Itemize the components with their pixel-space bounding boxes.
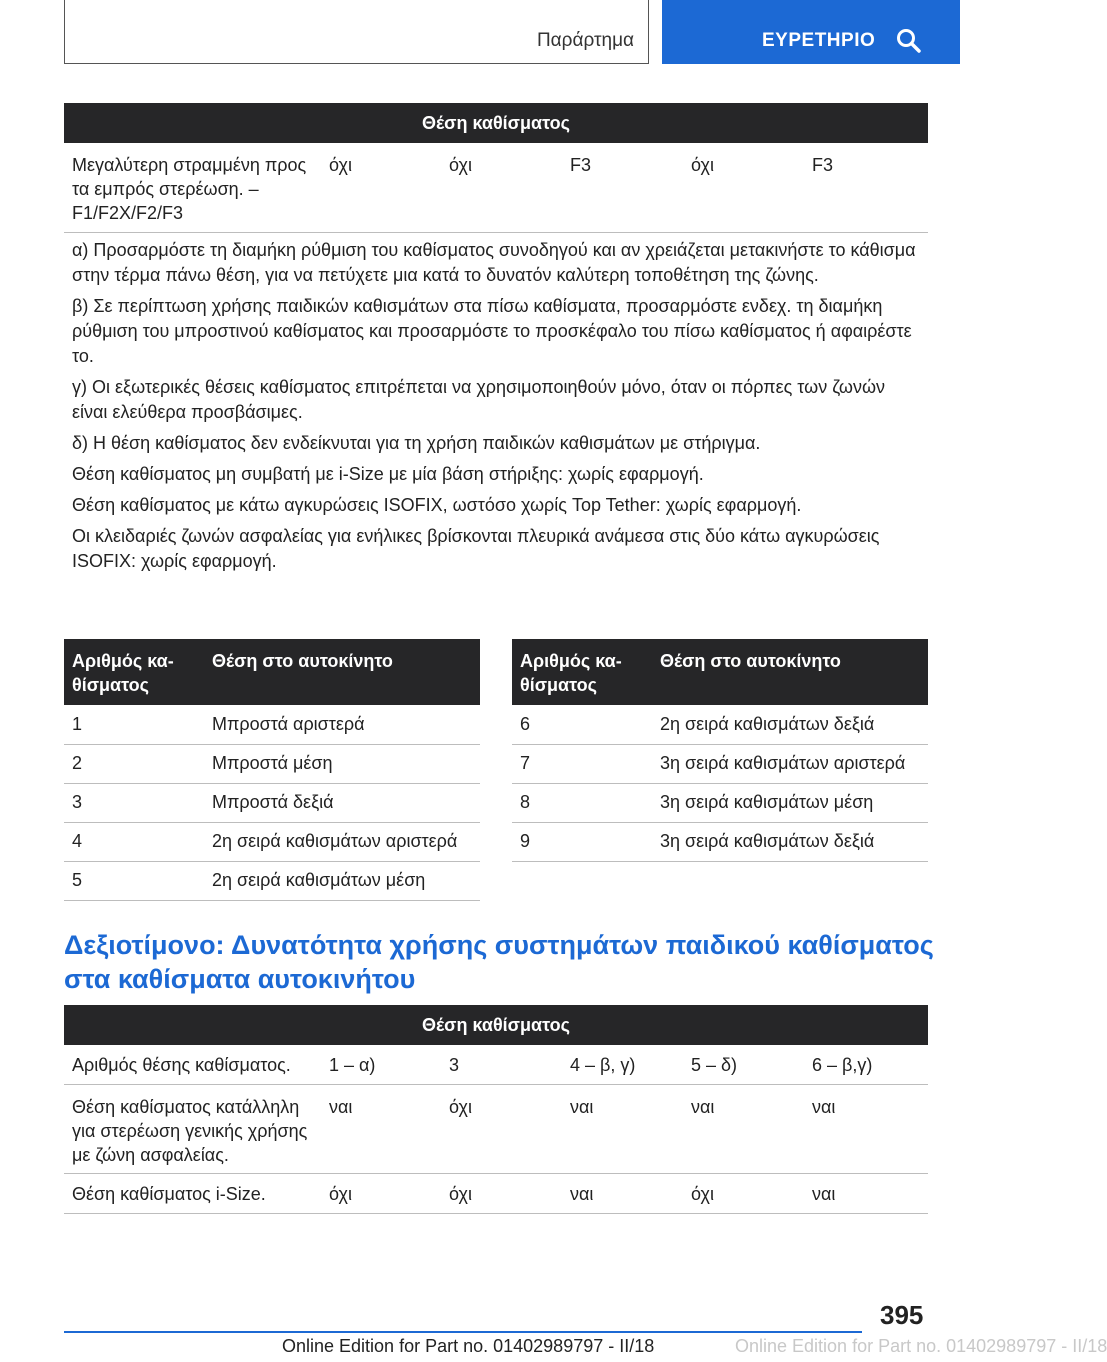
header-section-title: Παράρτημα [536, 30, 634, 51]
col-seat-number: Αριθμός καθίσματος [72, 651, 174, 695]
seat-number: 4 [72, 831, 83, 851]
footnote: Θέση καθίσματος με κάτω αγκυρώσεις ISOFIX, ωστόσο χωρίς Top Tether: χωρίς εφαρμογή. [72, 495, 802, 515]
table-row [64, 143, 928, 233]
table-cell: ναι [691, 1097, 715, 1117]
footnotes [72, 238, 922, 580]
seat-position: Μπροστά δεξιά [212, 792, 334, 812]
page-header [0, 0, 960, 66]
table-cell: Μεγαλύτερη στραμμένη προς τα εμπρός στερέωση. – F1/F2X/F2/F3 [72, 155, 307, 223]
table-row [64, 705, 480, 745]
footnote: Θέση καθίσματος μη συμβατή με i-Size με μία βάση στήριξης: χωρίς εφαρμογή. [72, 464, 704, 484]
table-cell: Θέση καθίσματος i-Size. [72, 1184, 266, 1204]
index-button[interactable] [662, 0, 960, 64]
seat-number: 7 [520, 753, 531, 773]
table-cell: ναι [570, 1184, 594, 1204]
table-cell: Θέση καθίσματος κατάλληλη για στερέωση γενικής χρήσης με ζώνη ασφαλείας. [72, 1097, 308, 1165]
footnote: α) Προσαρμόστε τη διαμήκη ρύθμιση του καθίσματος συνοδηγού και αν χρειάζεται μετακινήστε το κάθισμα στην τέρμα πάνω θέση, για να πετύχετε μια κατά το δυνατόν καλύτερη τοποθέτηση της ζώνης. [72, 240, 916, 285]
table-row [64, 744, 480, 784]
table-cell: F3 [570, 155, 592, 175]
seat-position: 2η σειρά καθισμάτων δεξιά [660, 714, 875, 734]
page-number: 395 [880, 1300, 924, 1330]
table-cell: όχι [329, 155, 352, 175]
table2-header [64, 1005, 928, 1045]
table-cell: Αριθμός θέσης καθίσματος. [72, 1055, 291, 1075]
watermark: Online Edition for Part no. 01402989797 - II/18 [735, 1336, 1107, 1356]
table-cell: όχι [449, 1184, 472, 1204]
seat-number: 1 [72, 714, 83, 734]
seat-table-header [64, 639, 480, 705]
seat-position: 3η σειρά καθισμάτων δεξιά [660, 831, 875, 851]
table-row [512, 783, 928, 823]
edition-text: Online Edition for Part no. 01402989797 - II/18 [282, 1336, 655, 1356]
table2-header-label: Θέση καθίσματος [422, 1015, 570, 1035]
table-row [64, 1174, 928, 1214]
footnote: Οι κλειδαριές ζωνών ασφαλείας για ενήλικες βρίσκονται πλευρικά ανάμεσα στις δύο κάτω αγκυρώσεις ISOFIX: χωρίς εφαρμογή. [72, 526, 880, 571]
table-cell: ναι [570, 1097, 594, 1117]
seat-number: 6 [520, 714, 531, 734]
seat-number: 9 [520, 831, 531, 851]
table-cell: 3 [449, 1055, 460, 1075]
section-title: Δεξιοτίμονο: Δυνατότητα χρήσης συστημάτων παιδικού καθίσματος στα καθίσματα αυτοκινήτου [64, 930, 934, 994]
table-cell: 4 – β, γ) [570, 1055, 636, 1075]
table-cell: ναι [812, 1097, 836, 1117]
table-row [64, 1085, 928, 1174]
table-cell: 1 – α) [329, 1055, 376, 1075]
footer-divider [64, 1331, 862, 1333]
table1-header-label: Θέση καθίσματος [422, 113, 570, 133]
table-row [512, 705, 928, 745]
footnote: δ) Η θέση καθίσματος δεν ενδείκνυται για τη χρήση παιδικών καθισμάτων με στήριγμα. [72, 433, 761, 453]
header-section-box [64, 0, 649, 64]
seat-position: 2η σειρά καθισμάτων αριστερά [212, 831, 458, 851]
table-row [64, 1045, 928, 1085]
table-cell: όχι [691, 1184, 714, 1204]
seat-position: 2η σειρά καθισμάτων μέση [212, 870, 426, 890]
table-cell: 6 – β,γ) [812, 1055, 873, 1075]
seat-number: 5 [72, 870, 83, 890]
table-cell: όχι [449, 1097, 472, 1117]
table-cell: ναι [812, 1184, 836, 1204]
seat-table-right [512, 639, 928, 862]
table-cell: ναι [329, 1097, 353, 1117]
footnote: β) Σε περίπτωση χρήσης παιδικών καθισμάτων στα πίσω καθίσματα, προσαρμόστε ενδεχ. τη διαμήκη ρύθμιση του μπροστινού καθίσματος και προσαρμόστε το προσκέφαλο του πίσω καθίσματος ή αφαιρέστε το. [72, 296, 912, 366]
index-label: ΕΥΡΕΤΗΡΙΟ [762, 30, 876, 51]
table-row [512, 822, 928, 862]
table-cell: όχι [329, 1184, 352, 1204]
table-row [512, 744, 928, 784]
table-cell: 5 – δ) [691, 1055, 738, 1075]
seat-number: 8 [520, 792, 531, 812]
table-row [64, 822, 480, 862]
seat-position: Μπροστά μέση [212, 753, 333, 773]
col-seat-position: Θέση στο αυτοκίνητο [660, 651, 841, 671]
footnote: γ) Οι εξωτερικές θέσεις καθίσματος επιτρέπεται να χρησιμοποιηθούν μόνο, όταν οι πόρπες των ζωνών είναι ελεύθερα προσβάσιμες. [72, 377, 886, 422]
seat-table-left [64, 639, 480, 901]
table-cell: όχι [449, 155, 472, 175]
table-cell: όχι [691, 155, 714, 175]
search-icon [896, 28, 922, 54]
seat-number: 2 [72, 753, 83, 773]
table-cell: F3 [812, 155, 834, 175]
seat-number: 3 [72, 792, 83, 812]
seat-table-header [512, 639, 928, 705]
seat-position: 3η σειρά καθισμάτων αριστερά [660, 753, 906, 773]
seat-position: Μπροστά αριστερά [212, 714, 365, 734]
seat-position: 3η σειρά καθισμάτων μέση [660, 792, 874, 812]
table1-header [64, 103, 928, 143]
col-seat-number: Αριθμός καθίσματος [520, 651, 622, 695]
table-row [64, 783, 480, 823]
table-row [64, 861, 480, 901]
col-seat-position: Θέση στο αυτοκίνητο [212, 651, 393, 671]
